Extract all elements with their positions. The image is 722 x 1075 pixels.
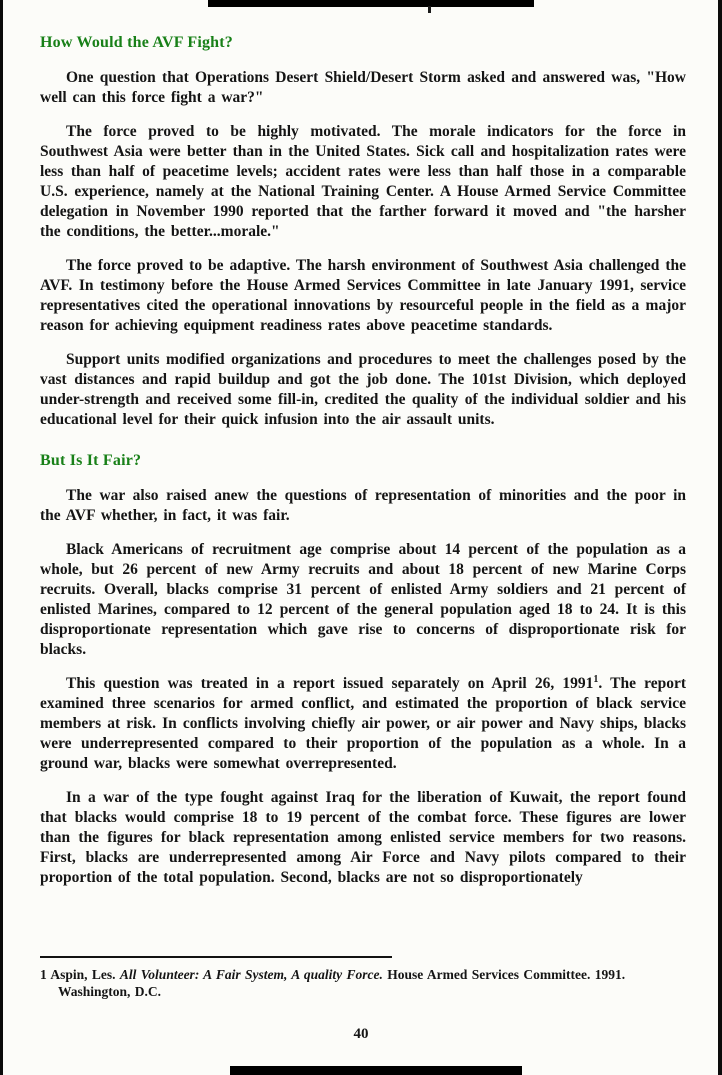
scan-speck	[428, 6, 431, 13]
paragraph-iraq-war-combat-force: In a war of the type fought against Iraq for the liberation of Kuwait, the report found that blacks would comprise 18 to 19 percent of the combat force. These figures are lower than the figures for black representation among enlisted service members for two reasons. First, blacks are underrepresented among Air Force and Navy pilots compared to their proportion of the total population. Second, blacks are not so disproportionately	[40, 789, 686, 886]
footnote-location: Washington, D.C.	[58, 984, 162, 999]
footnote-reference-1: 1	[593, 673, 599, 685]
scan-edge-right	[718, 0, 722, 1075]
footnote-publisher: House Armed Services Committee. 1991.	[387, 967, 626, 982]
paragraph-war-raised-questions: The war also raised anew the questions of representation of minorities and the poor in the AVF whether, in fact, it was fair.	[40, 487, 686, 524]
scan-edge-left	[0, 0, 3, 1075]
page-content	[40, 34, 686, 902]
paragraph-support-units: Support units modified organizations and procedures to meet the challenges posed by the vast distances and rapid buildup and got the job done. The 101st Division, which deployed under-strength and received some fill-in, credited the quality of the individual soldier and his educational level for their quick infusion into the air assault units.	[40, 351, 686, 428]
paragraph-black-americans-percentages: Black Americans of recruitment age comprise about 14 percent of the population as a whole, but 26 percent of new Army recruits and about 18 percent of new Marine Corps recruits. Overall, blacks comprise 31 percent of enlisted Army soldiers and 21 percent of enlisted Marines, compared to 12 percent of the general population aged 18 to 24. It is this disproportionate representation which gave rise to concerns of disproportionate risk for blacks.	[40, 541, 686, 658]
footnote-rule	[40, 956, 392, 958]
paragraph-highly-motivated: The force proved to be highly motivated. The morale indicators for the force in Southwest Asia were better than in the United States. Sick call and hospitalization rates were less than half of peacetime levels; accident rates were less than half those in a comparable U.S. experience, namely at the National Training Center. A House Armed Service Committee delegation in November 1990 reported that the farther forward it moved and "the harsher the conditions, the better...morale."	[40, 123, 686, 240]
scan-mark-bottom	[230, 1066, 522, 1075]
report-text-after-ref: . The report examined three scenarios for armed conflict, and estimated the proportion of black service members at risk. In conflicts involving chiefly air power, or air power and Navy ships, blacks were underrepresented compared to their proportion of the population as a whole. In a ground war, blacks were somewhat overrepresented.	[40, 675, 686, 772]
footnote-author: Aspin, Les.	[50, 967, 116, 982]
footnote-section	[40, 956, 686, 1000]
paragraph-question-asked: One question that Operations Desert Shield/Desert Storm asked and answered was, "How well can this force fight a war?"	[40, 69, 686, 106]
paragraph-report-scenarios	[40, 674, 686, 774]
page-number: 40	[353, 1026, 369, 1042]
scan-mark-top	[208, 0, 534, 7]
report-text-before-ref: This question was treated in a report issued separately on April 26, 1991	[66, 675, 594, 692]
footnote-marker: 1	[40, 967, 47, 982]
footnote-title-italic: All Volunteer: A Fair System, A quality Force.	[119, 967, 383, 982]
footnote-1	[40, 966, 686, 1000]
paragraph-adaptive: The force proved to be adaptive. The harsh environment of Southwest Asia challenged the AVF. In testimony before the House Armed Services Committee in late January 1991, service representatives cited the operational innovations by resourceful people in the field as a major reason for achieving equipment readiness rates above peacetime standards.	[40, 257, 686, 334]
section-heading-how-would-avf-fight: How Would the AVF Fight?	[40, 34, 233, 51]
section-heading-but-is-it-fair: But Is It Fair?	[40, 452, 142, 469]
